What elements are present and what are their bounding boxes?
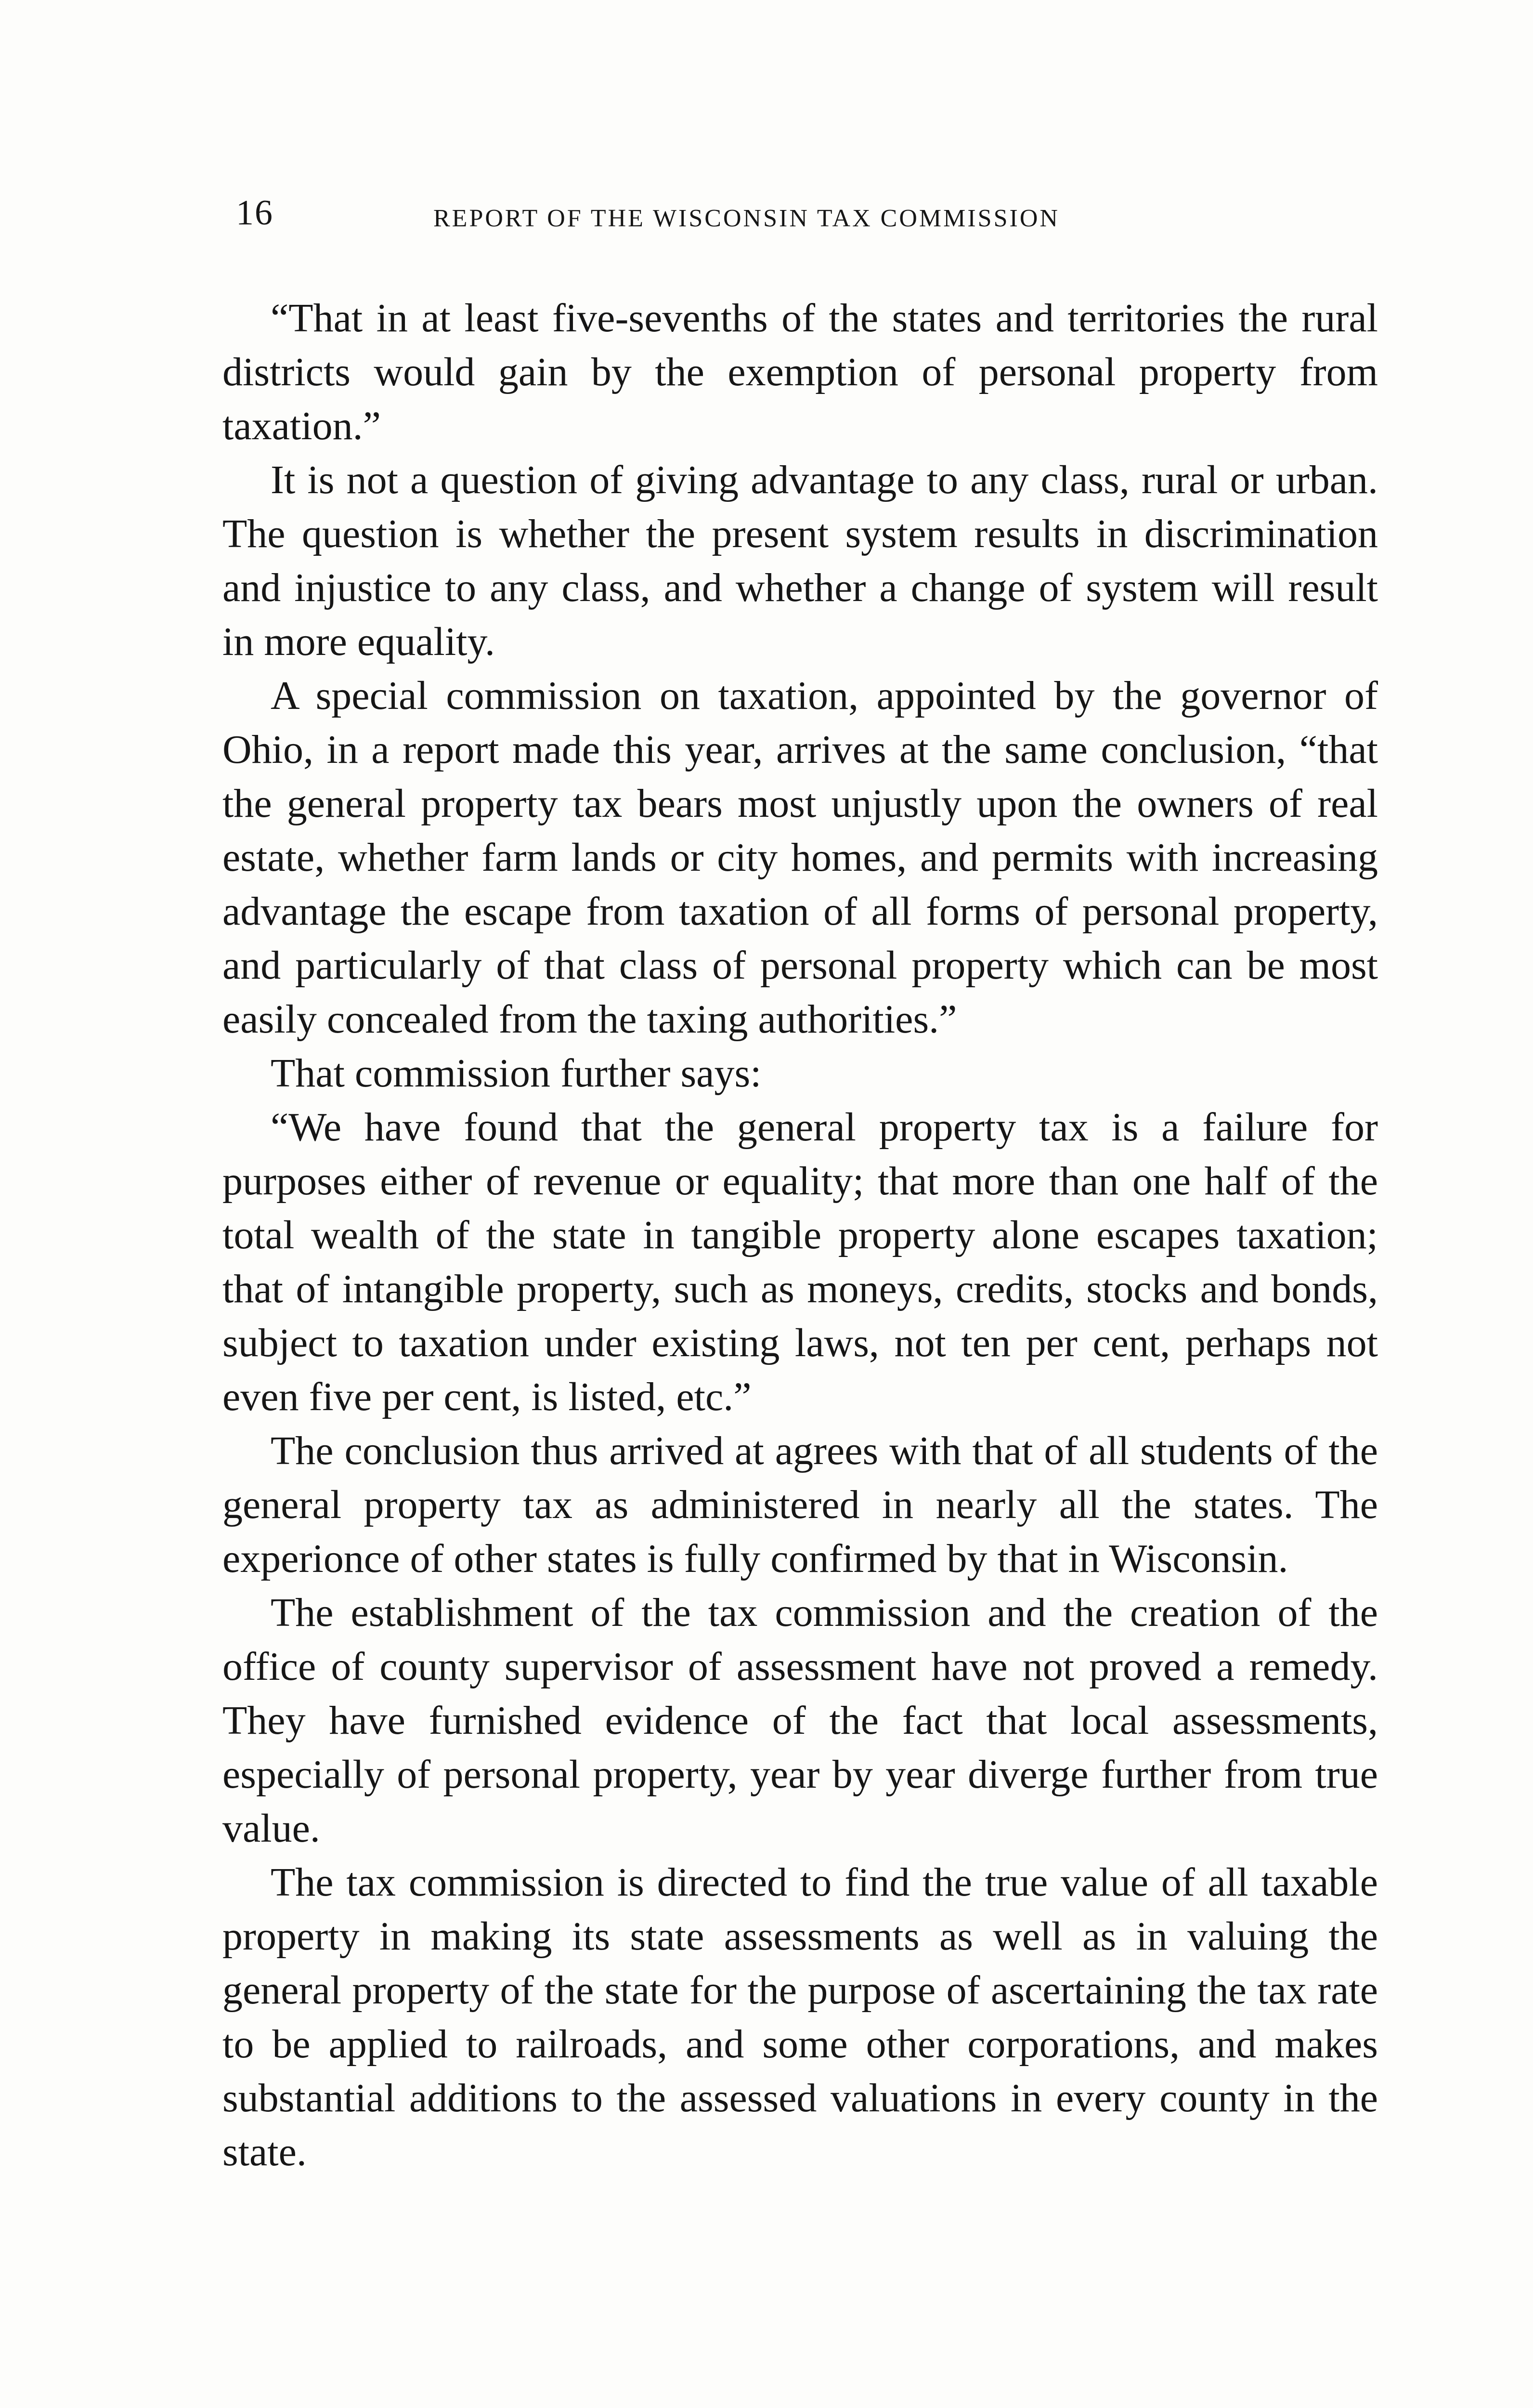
paragraph: The conclusion thus arrived at agrees with that of all students of the general property tax as administered in nearly all the states. The experionce of other states is fully confirmed by that in Wisconsin. [222, 1428, 1378, 1581]
paragraph: “We have found that the general property tax is a failure for purposes either of revenue or equality; that more than one half of the total wealth of the state in tangible property alone escapes taxation; that of intangible property, such as moneys, credits, stocks and bonds, subject to taxation under existing laws, not ten per cent, perhaps not even five per cent, is listed, etc.” [222, 1105, 1378, 1419]
paragraph: A special commission on taxation, appointed by the governor of Ohio, in a report made this year, arrives at the same conclusion, “that the general property tax bears most unjustly upon the owners of real estate, whether farm lands or city homes, and permits with increasing advantage the escape from taxation of all forms of personal property, and particularly of that class of personal property which can be most easily concealed from the taxing authorities.” [222, 673, 1378, 1042]
paragraph: The tax commission is directed to find the true value of all taxable property in making its state assessments as well as in valuing the general property of the state for the purpose of ascertaining the tax rate to be applied to railroads, and some other corporations, and makes substantial additions to the assessed valuations in every county in the state. [222, 1860, 1378, 2174]
running-title: REPORT OF THE WISCONSIN TAX COMMISSION [433, 205, 1060, 232]
paragraph: It is not a question of giving advantage to any class, rural or urban. The question is whether the present system results in discrimination and injustice to any class, and whether a change of system will result in more equality. [222, 458, 1378, 664]
paragraph: “That in at least five-sevenths of the states and territories the rural districts would gain by the exemption of personal property from taxation.” [222, 296, 1378, 448]
page-number: 16 [236, 193, 273, 233]
paragraph: That commission further says: [271, 1051, 762, 1096]
body-text [222, 291, 1378, 2179]
paragraph: The establishment of the tax commission and the creation of the office of county supervisor of assessment have not proved a remedy. They have furnished evidence of the fact that local assessments, especially of personal property, year by year diverge further from true value. [222, 1590, 1378, 1851]
